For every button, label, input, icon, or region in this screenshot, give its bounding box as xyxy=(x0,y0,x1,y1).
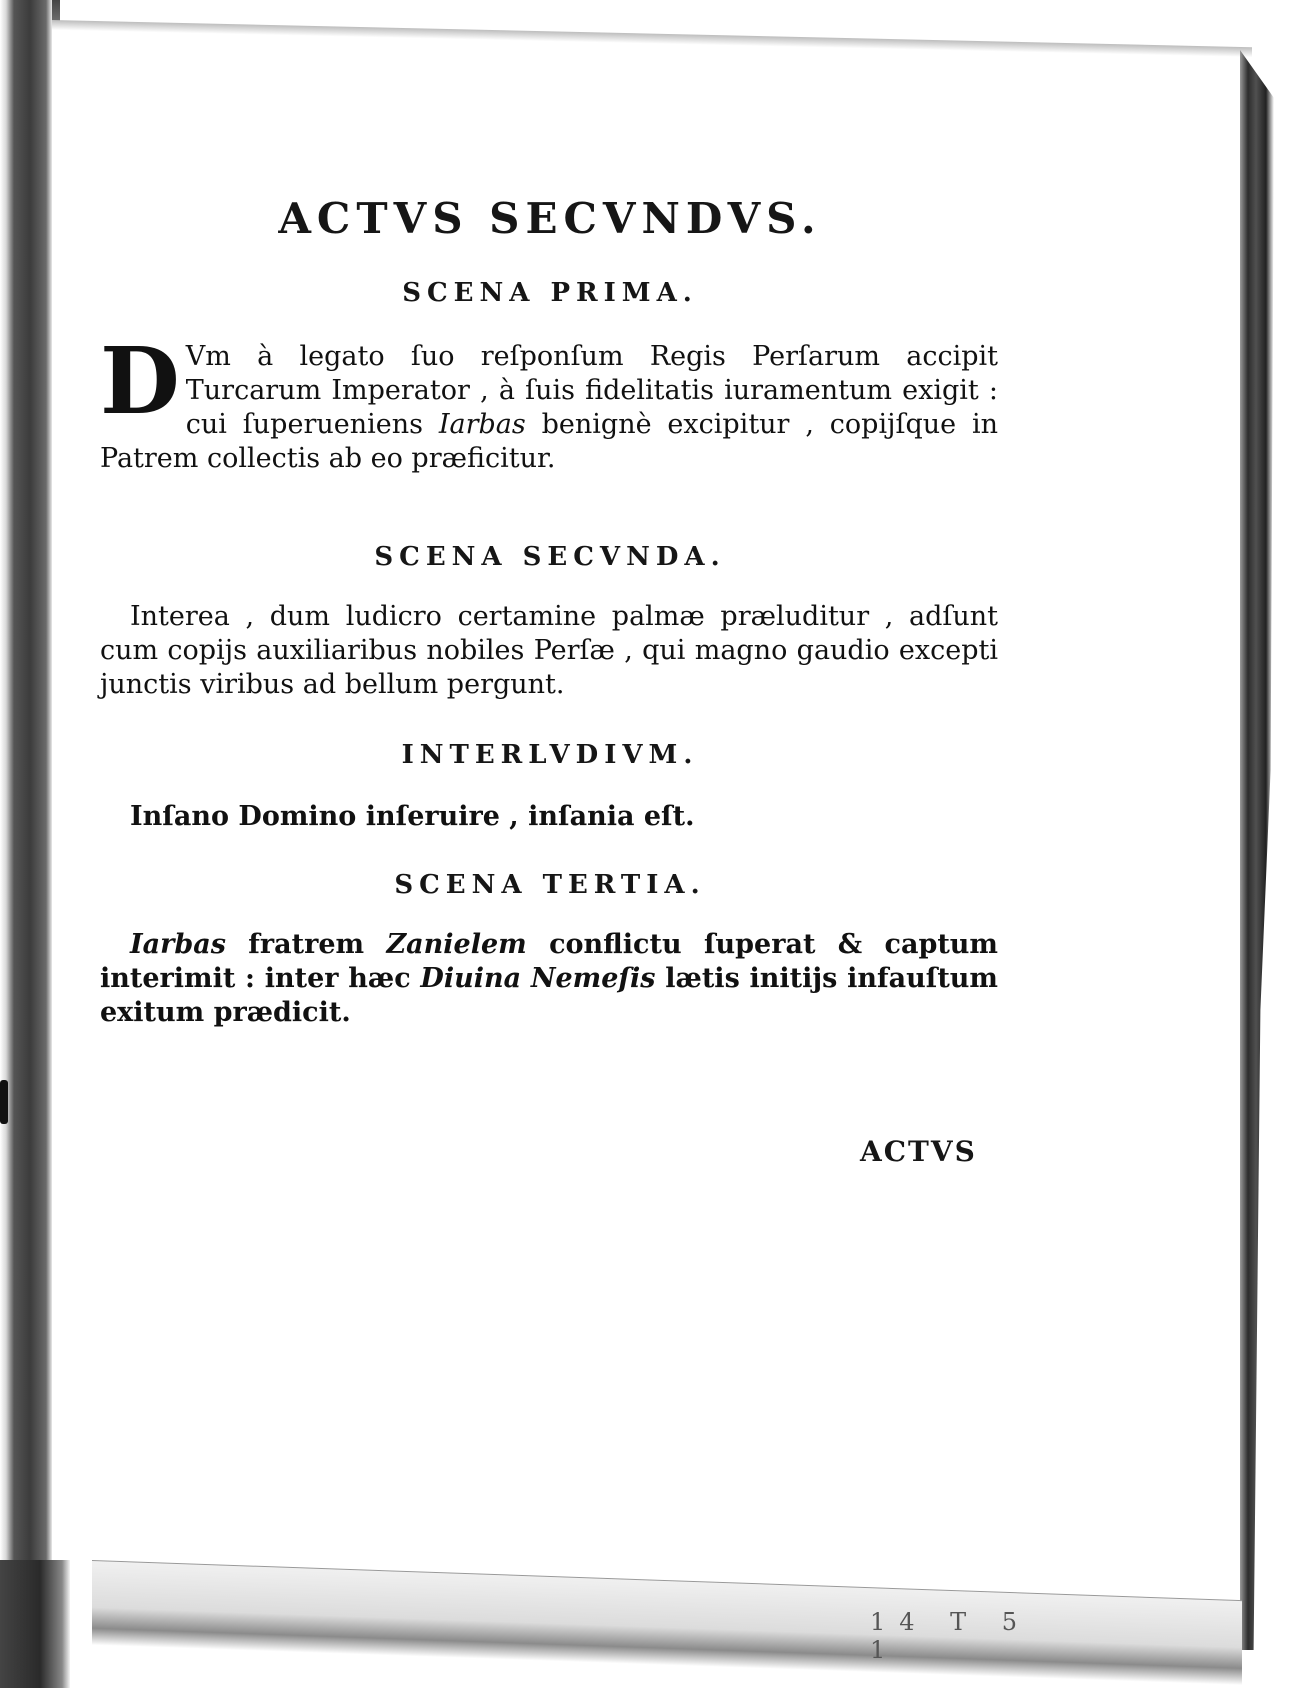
scene-heading-secunda: SCENA SECVNDA. xyxy=(374,542,726,572)
summary-text: conflictu ſuperat & captum interimit : inter hæc xyxy=(100,929,999,994)
summary-text-end: benignè excipitur , copijſque in Patrem collectis ab eo præficitur. xyxy=(100,409,998,474)
scene-secunda-summary xyxy=(100,600,998,702)
facing-page-fragment xyxy=(0,1080,8,1124)
scene-tertia-summary xyxy=(100,928,998,1030)
summary-text: Inſano Domino inſeruire , inſania eſt. xyxy=(130,801,695,832)
act-title: ACTVS SECVNDVS. xyxy=(278,194,822,243)
summary-text: Interea , dum ludicro certamine palmæ præluditur , adſunt cum copijs auxiliaribus nobiles Perſæ , qui magno gaudio excepti junctis viribus ad bellum pergunt. xyxy=(100,601,998,700)
interludium-heading: INTERLVDIVM. xyxy=(401,740,699,770)
scene-prima-summary xyxy=(100,327,998,476)
character-name: Diuina Nemeſis xyxy=(420,963,656,994)
book-gutter-shadow-bottom xyxy=(0,1560,70,1688)
character-name: Iarbas xyxy=(438,409,526,440)
book-gutter-shadow xyxy=(0,0,52,1688)
summary-text: fratrem xyxy=(225,929,387,960)
drop-cap: D xyxy=(100,327,180,435)
bottom-edge-marks: 14 T 5 1 xyxy=(870,1608,1032,1664)
scene-heading-prima: SCENA PRIMA. xyxy=(402,278,698,308)
summary-text: Vm à legato ſuo reſponſum Regis Perſarum accipit Turcarum Imperator , à ſuis fidelitatis iuramentum exigit : cui ſuperueniens xyxy=(185,341,998,440)
character-name: Iarbas xyxy=(130,929,226,960)
interludium-text xyxy=(100,800,998,834)
summary-text: lætis initijs infauſtum exitum prædicit. xyxy=(100,963,999,1028)
page-right-edge xyxy=(1240,50,1274,1650)
page-top-edge xyxy=(52,20,1252,57)
character-name: Zanielem xyxy=(386,929,527,960)
catchword: ACTVS xyxy=(860,1135,977,1168)
scene-heading-tertia: SCENA TERTIA. xyxy=(394,870,706,900)
